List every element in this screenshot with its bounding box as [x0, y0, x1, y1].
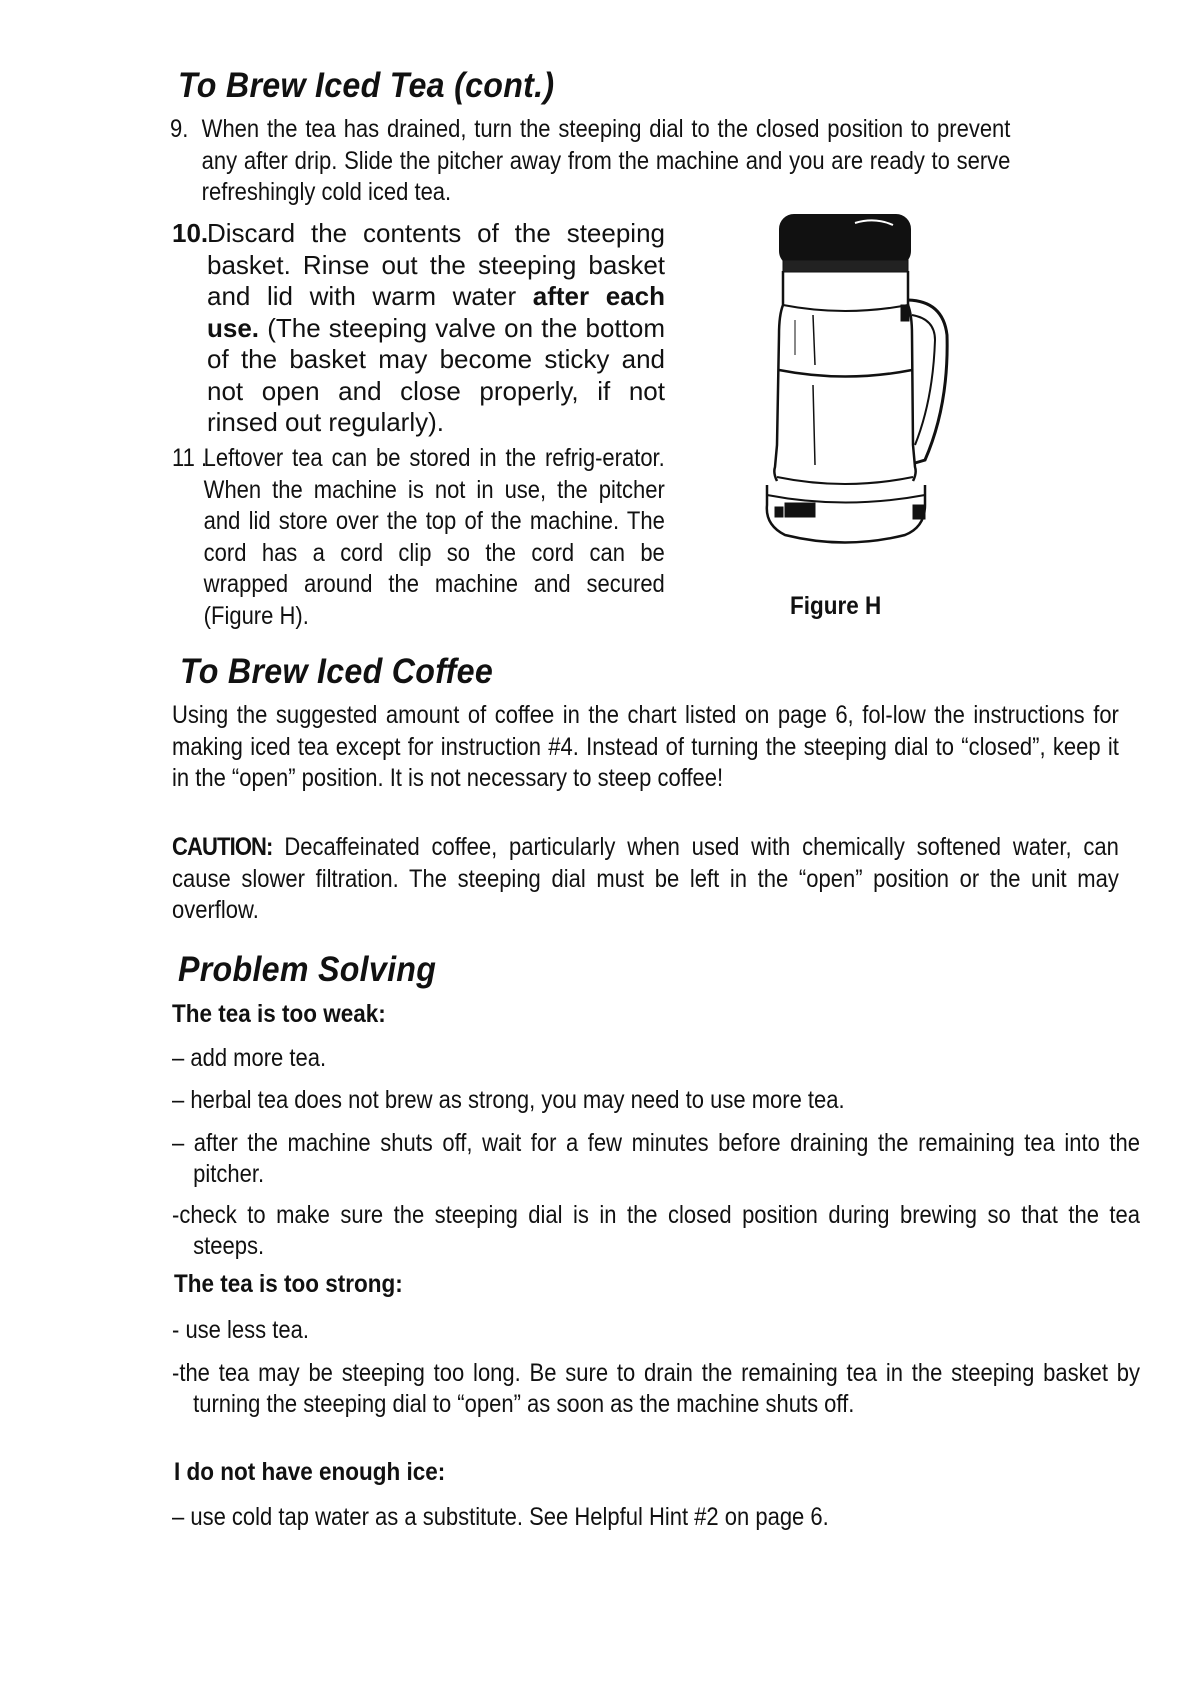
strong-item-1: - use less tea.	[172, 1316, 309, 1344]
caution-text: Decaffeinated coffee, particularly when used with chemically softened water, can cause slower filtration. The steeping dial must be left in the “open” position or the unit may overflow.	[172, 833, 1119, 924]
step-10	[172, 218, 665, 439]
weak-title: The tea is too weak:	[172, 1000, 386, 1028]
step-9	[170, 114, 1010, 209]
iced-tea-maker-illustration-icon	[755, 205, 955, 595]
coffee-instructions: Using the suggested amount of coffee in the chart listed on page 6, fol-low the instructions for making iced tea except for instruction #4. Instead of turning the steeping dial to “closed”, keep it in the “open” position. It is not necessary to steep coffee!	[172, 701, 1119, 792]
step-11	[172, 443, 665, 632]
step-11-text: Leftover tea can be stored in the refrig-erator. When the machine is not in use, the pitcher and lid store over the top of the machine. The cord has a cord clip so the cord can be wrapped around the machine and secured (Figure H).	[203, 444, 665, 630]
step-9-text: When the tea has drained, turn the steeping dial to the closed position to prevent any after drip. Slide the pitcher away from the machine and you are ready to serve refreshingly cold iced tea.	[201, 115, 1011, 206]
step-10-number: 10.	[172, 218, 209, 248]
weak-item-4: -check to make sure the steeping dial is in the closed position during brewing so that the tea steeps.	[172, 1201, 1140, 1260]
heading-iced-coffee: To Brew Iced Coffee	[180, 652, 494, 691]
weak-item-2: – herbal tea does not brew as strong, you may need to use more tea.	[172, 1086, 845, 1114]
caution-label: CAUTION:	[172, 833, 273, 861]
step-10-text	[172, 218, 665, 439]
strong-title: The tea is too strong:	[174, 1270, 403, 1298]
weak-item-3: – after the machine shuts off, wait for a few minutes before draining the remaining tea into the pitcher.	[172, 1129, 1140, 1188]
figure-h-caption: Figure H	[790, 592, 882, 620]
heading-problem-solving: Problem Solving	[178, 950, 437, 989]
strong-item-2: -the tea may be steeping too long. Be sure to drain the remaining tea in the steeping basket by turning the steeping dial to “open” as soon as the machine shuts off.	[172, 1359, 1140, 1418]
ice-item-1: – use cold tap water as a substitute. See Helpful Hint #2 on page 6.	[172, 1503, 829, 1531]
ice-title: I do not have enough ice:	[174, 1458, 446, 1486]
step-10-body-b: (The steeping valve on the bottom of the basket may become sticky and not open and close properly, if not rinsed out regularly).	[207, 312, 665, 437]
step-10-bold: after each use.	[207, 281, 665, 343]
weak-item-1: – add more tea.	[172, 1044, 327, 1072]
heading-iced-tea-cont: To Brew Iced Tea (cont.)	[178, 66, 555, 105]
step-10-lead: Discard	[207, 218, 296, 248]
caution-paragraph	[172, 832, 1119, 927]
step-9-number: 9.	[170, 115, 189, 143]
step-11-number: 11 .	[172, 444, 208, 472]
step-10-body-a: the contents of the steeping basket. Rinse out the steeping basket and lid with warm water	[207, 218, 665, 311]
